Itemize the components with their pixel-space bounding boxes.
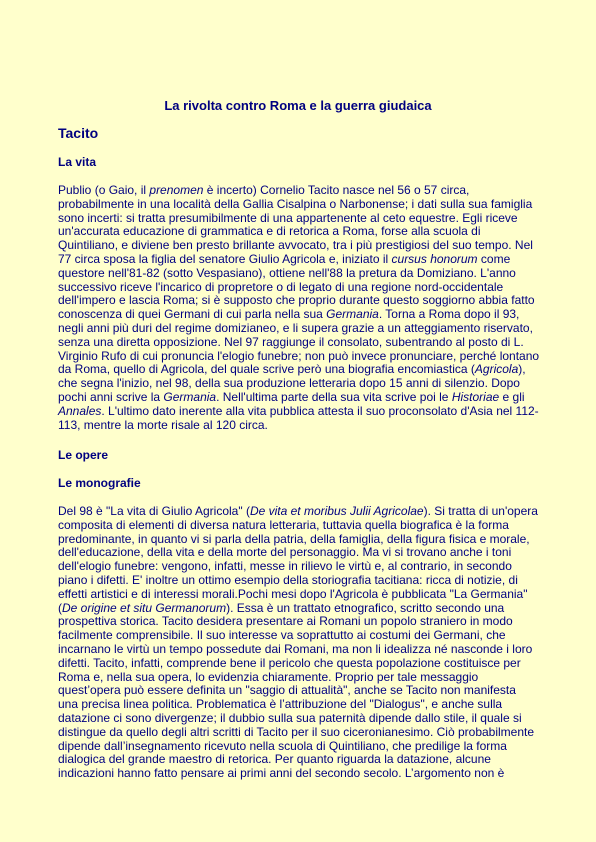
italic-term: De vita et moribus Julii Agricolae (249, 504, 424, 518)
text-line (58, 350, 558, 364)
text-line (58, 294, 558, 308)
text-run: 77 circa sposa la figlia del senatore Giulio Agricola e, iniziato il (58, 251, 392, 266)
text-run: senza una diretta opposizione. Nel 97 raggiunge il consolato, subentrando al posto di L. (58, 334, 524, 349)
text-line (58, 753, 558, 767)
text-run: . L'ultimo dato inerente alla vita pubblica attesta il suo proconsolato d'Asia nel 112- (101, 403, 539, 418)
italic-term: Germania (163, 389, 217, 404)
text-line (58, 322, 558, 336)
text-run: dell'impero e lascia Roma; si è supposto che proprio durante questo soggiorno abbia fatto (58, 293, 535, 308)
italic-term: Historiae (451, 389, 500, 404)
text-run: facilmente comprensibile. Il suo interesse va soprattutto ai costumi dei Germani, che (58, 628, 506, 643)
text-line (58, 560, 558, 574)
text-run: ), (518, 362, 526, 377)
text-run: conoscenza di quei Germani di cui parla nella sua (58, 307, 327, 322)
text-line (58, 336, 558, 350)
text-line (58, 671, 558, 685)
text-line (58, 726, 558, 740)
text-line (58, 712, 558, 726)
text-run: Del 98 è "La vita di Giulio Agricola" ( (58, 504, 250, 518)
text-run: prospettiva storica. Tacito desidera presentare ai Romani un popolo straniero in modo (58, 614, 513, 629)
text-run: dell'educazione, della vita e della morte del personaggio. Ma vi si trovano anche i toni (58, 545, 512, 560)
text-run: questore nell'81-82 (sotto Vespasiano), ottiene nell'88 la pretura da Domiziano. L'anno (58, 265, 516, 280)
text-run: indicazioni hanno fatto pensare ai primi anni del secondo secolo. L’argomento non è (58, 766, 505, 781)
text-run: da Roma, quello di Agricola, del quale scrive però una biografia encomiastica ( (58, 362, 475, 377)
text-run: 113, mentre la morte risale al 120 circa. (58, 417, 268, 432)
text-line (58, 657, 558, 671)
text-line (58, 198, 558, 212)
text-line (58, 377, 558, 391)
section-heading-le-monografie: Le monografie (58, 476, 141, 490)
text-line (58, 212, 558, 226)
text-run: dipende dall’insegnamento ricevuto nella scuola di Quintiliano, che predilige la forma (58, 738, 507, 753)
text-run: quest’opera può essere definita un "saggio di attualità", anche se Tacito non manifesta (58, 683, 516, 698)
text-line (58, 363, 558, 377)
text-line (58, 519, 558, 533)
text-line (58, 308, 558, 322)
text-run: pochi anni scrive la (58, 389, 164, 404)
text-line (58, 698, 558, 712)
text-run: Publio (o Gaio, il (58, 183, 150, 197)
text-run: sono incerti: si tratta presumibilmente di una appartenente al ceto equestre. Egli riceve (58, 210, 518, 225)
text-run: ). Si tratta di un'opera (423, 504, 538, 518)
text-run: piano i difetti. E' inoltre un ottimo esempio della storiografia tacitiana: ricca di notizie, di (58, 572, 518, 587)
text-line (58, 419, 558, 433)
text-line (58, 405, 558, 419)
italic-term: prenomen (149, 183, 204, 197)
italic-term: Agricola (474, 362, 519, 377)
text-run: successivo riceve l'incarico di propretore o di legato di una regione nord-occidentale (58, 279, 504, 294)
text-run: difetti. Tacito, infatti, comprende bene il pericolo che questa popolazione costituisce per (58, 655, 521, 670)
text-run: datazione ci sono divergenze; il dubbio sulla sua paternità dipende dallo stile, il quale si (58, 710, 522, 725)
text-line (58, 684, 558, 698)
text-line (58, 615, 558, 629)
italic-term: De origine et situ Germanorum (62, 600, 227, 615)
text-line (58, 574, 558, 588)
text-line (58, 533, 558, 547)
text-line (58, 602, 558, 616)
paragraph-la-vita (58, 184, 558, 432)
text-run: Roma e, nella sua opera, lo evidenzia chiaramente. Proprio per tale messaggio (58, 669, 479, 684)
text-line (58, 281, 558, 295)
text-run: e gli (499, 389, 525, 404)
text-run: composita di elementi di diversa natura letteraria, tuttavia quella biografica è la forma (58, 517, 509, 532)
text-run: una precisa linea politica. Problematica è l’attribuzione del "Dialogus", e anche sulla (58, 697, 503, 712)
text-line (58, 239, 558, 253)
text-run: dialogica del grande maestro di retorica. Per quanto riguarda la datazione, alcune (58, 752, 491, 767)
text-run: negli anni più duri del regime domizianeo, e li supera grazie a un atteggiamento riservato, (58, 320, 533, 335)
text-line (58, 184, 558, 198)
text-line (58, 588, 558, 602)
text-line (58, 253, 558, 267)
text-line (58, 391, 558, 405)
text-run: distingue da quello degli altri scritti di Tacito per il suo ciceronianesimo. Ciò probabilmente (58, 724, 535, 739)
text-run: incarnano le virtù un tempo possedute dai Romani, ma non li idealizza né nasconde i loro (58, 641, 533, 656)
text-run: predominante, in quanto vi si parla della patria, della famiglia, della figura fisica e morale, (58, 531, 530, 546)
text-line (58, 225, 558, 239)
author-heading: Tacito (58, 125, 99, 141)
text-line (58, 740, 558, 754)
text-run: che segna l'inizio, nel 98, della sua produzione letteraria dopo 15 anni di silenzio. Dopo (58, 376, 520, 391)
text-line (58, 546, 558, 560)
text-line (58, 267, 558, 281)
text-run: Virginio Rufo di cui pronuncia l'elogio funebre; non può invece pronunciare, perché lontano (58, 348, 540, 363)
text-line (58, 643, 558, 657)
text-run: ). Essa è un trattato etnografico, scritto secondo una (226, 600, 505, 615)
italic-term: Germania (326, 307, 379, 322)
text-run: ( (58, 600, 62, 615)
text-run: è incerto) Cornelio Tacito nasce nel 56 o 57 circa, (203, 183, 470, 197)
text-run: Quintiliano, e diviene ben presto brillante avvocato, tra i più prestigiosi del suo tempo. Nel (58, 238, 533, 253)
text-run: come (477, 251, 511, 266)
text-line (58, 505, 558, 519)
italic-term: cursus honorum (391, 251, 478, 266)
text-run: un'accurata educazione di grammatica e di retorica a Roma, forse alla scuola di (58, 224, 481, 239)
text-run: probabilmente in una località della Gallia Cisalpina o Narbonense; i dati sulla sua famiglia (58, 196, 533, 211)
text-run: dell'elogio funebre: vengono, infatti, messe in rilievo le virtù e, al contrario, in secondo (58, 559, 512, 574)
text-run: effetti artistici e di interessi morali.Pochi mesi dopo l'Agricola è pubblicata "La Germania" (58, 586, 528, 601)
text-run: . Nell'ultima parte della sua vita scrive poi le (216, 389, 452, 404)
section-heading-la-vita: La vita (58, 155, 97, 169)
italic-term: Annales (58, 403, 102, 418)
text-line (58, 767, 558, 781)
section-heading-le-opere: Le opere (58, 448, 109, 462)
text-line (58, 629, 558, 643)
document-title: La rivolta contro Roma e la guerra giudaica (164, 98, 432, 113)
paragraph-le-monografie (58, 505, 558, 781)
text-run: . Torna a Roma dopo il 93, (378, 307, 520, 322)
